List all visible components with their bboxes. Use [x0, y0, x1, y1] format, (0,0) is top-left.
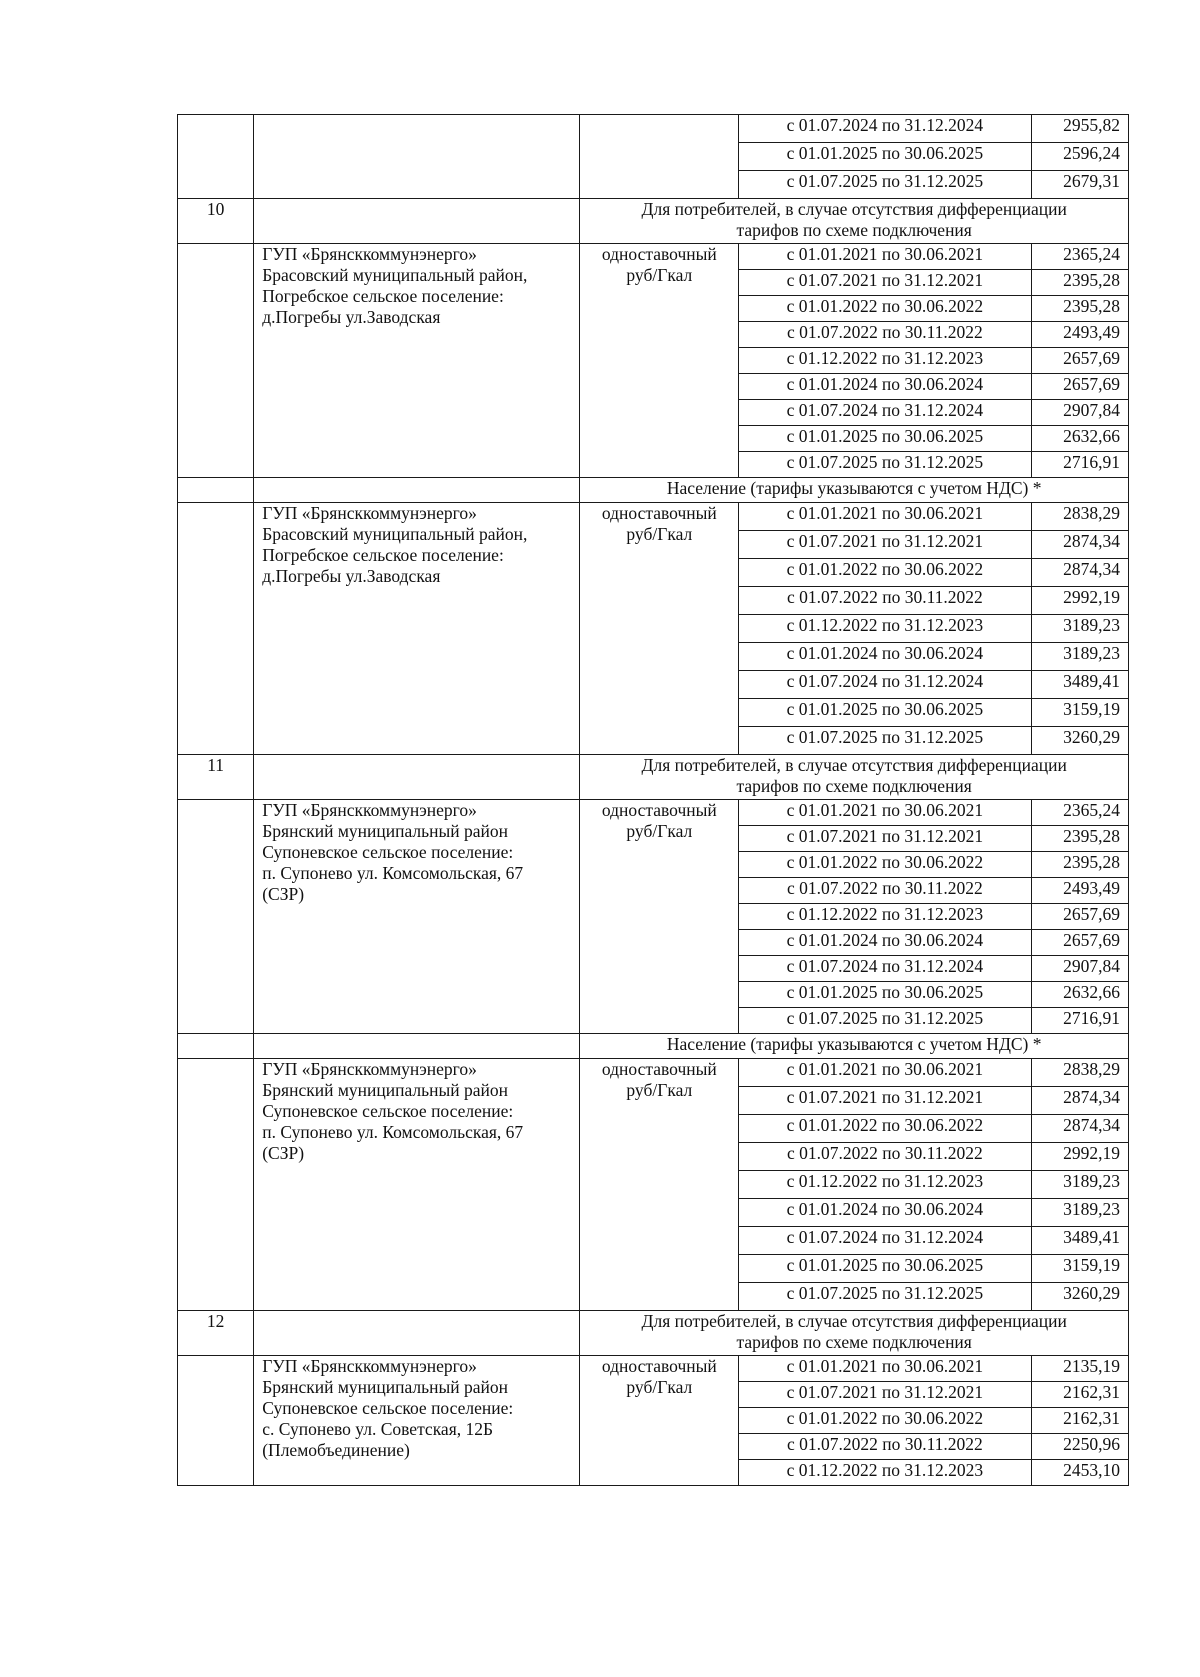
section-header-row	[178, 755, 1129, 800]
section-header: Для потребителей, в случае отсутствия дифференциации тарифов по схеме подключения	[580, 755, 1129, 800]
tariff-value-cell: 2657,69	[1031, 930, 1128, 956]
header-empty-cell	[254, 478, 580, 503]
section-number: 11	[178, 755, 254, 800]
section-header: Население (тарифы указываются с учетом НДС) *	[580, 478, 1129, 503]
row-number-cell	[178, 503, 254, 755]
tariff-value-cell: 3189,23	[1031, 1199, 1128, 1227]
period-cell: с 01.07.2021 по 31.12.2021	[739, 1382, 1031, 1408]
table-row	[178, 244, 1129, 270]
tariff-value-cell: 2679,31	[1031, 171, 1128, 199]
period-cell: с 01.12.2022 по 31.12.2023	[739, 1171, 1031, 1199]
tariff-value-cell: 2632,66	[1031, 982, 1128, 1008]
tariff-value-cell: 2716,91	[1031, 452, 1128, 478]
tariff-value-cell: 2365,24	[1031, 244, 1128, 270]
section-header: Население (тарифы указываются с учетом НДС) *	[580, 1034, 1129, 1059]
table-row	[178, 503, 1129, 531]
header-empty-cell	[254, 1311, 580, 1356]
period-cell: с 01.01.2022 по 30.06.2022	[739, 1115, 1031, 1143]
row-number-cell	[178, 800, 254, 1034]
period-cell: с 01.07.2025 по 31.12.2025	[739, 171, 1031, 199]
tariff-type-cell: одноставочный руб/Гкал	[580, 244, 739, 478]
row-number-cell	[178, 115, 254, 199]
period-cell: с 01.12.2022 по 31.12.2023	[739, 1460, 1031, 1486]
tariff-value-cell: 2992,19	[1031, 1143, 1128, 1171]
tariff-value-cell: 2162,31	[1031, 1408, 1128, 1434]
tariff-value-cell: 2395,28	[1031, 296, 1128, 322]
organization-cell: ГУП «Брянсккоммунэнерго» Брянский муниципальный район Супоневское сельское поселение: п. Супонево ул. Комсомольская, 67 (СЗР)	[254, 800, 580, 1034]
period-cell: с 01.01.2022 по 30.06.2022	[739, 559, 1031, 587]
row-number-cell	[178, 1356, 254, 1486]
tariff-value-cell: 3159,19	[1031, 699, 1128, 727]
period-cell: с 01.07.2024 по 31.12.2024	[739, 671, 1031, 699]
tariff-value-cell: 2596,24	[1031, 143, 1128, 171]
organization-cell	[254, 115, 580, 199]
section-header-row	[178, 1311, 1129, 1356]
tariff-value-cell: 2874,34	[1031, 1115, 1128, 1143]
tariff-value-cell: 2162,31	[1031, 1382, 1128, 1408]
table-row	[178, 1356, 1129, 1382]
period-cell: с 01.12.2022 по 31.12.2023	[739, 904, 1031, 930]
tariff-value-cell: 2657,69	[1031, 374, 1128, 400]
period-cell: с 01.01.2025 по 30.06.2025	[739, 699, 1031, 727]
tariff-value-cell: 3489,41	[1031, 671, 1128, 699]
period-cell: с 01.07.2021 по 31.12.2021	[739, 826, 1031, 852]
tariff-value-cell: 3189,23	[1031, 1171, 1128, 1199]
section-number	[178, 478, 254, 503]
period-cell: с 01.07.2022 по 30.11.2022	[739, 587, 1031, 615]
section-number	[178, 1034, 254, 1059]
period-cell: с 01.07.2022 по 30.11.2022	[739, 322, 1031, 348]
period-cell: с 01.07.2024 по 31.12.2024	[739, 956, 1031, 982]
row-number-cell	[178, 244, 254, 478]
tariff-type-cell: одноставочный руб/Гкал	[580, 1059, 739, 1311]
period-cell: с 01.01.2025 по 30.06.2025	[739, 982, 1031, 1008]
tariff-value-cell: 2907,84	[1031, 956, 1128, 982]
tariff-value-cell: 2874,34	[1031, 1087, 1128, 1115]
section-header-row	[178, 199, 1129, 244]
period-cell: с 01.01.2025 по 30.06.2025	[739, 426, 1031, 452]
tariff-value-cell: 3489,41	[1031, 1227, 1128, 1255]
header-empty-cell	[254, 755, 580, 800]
tariff-value-cell: 2838,29	[1031, 503, 1128, 531]
tariff-value-cell: 2250,96	[1031, 1434, 1128, 1460]
tariff-value-cell: 2395,28	[1031, 852, 1128, 878]
section-number: 12	[178, 1311, 254, 1356]
period-cell: с 01.01.2025 по 30.06.2025	[739, 1255, 1031, 1283]
tariff-value-cell: 2838,29	[1031, 1059, 1128, 1087]
period-cell: с 01.01.2021 по 30.06.2021	[739, 800, 1031, 826]
period-cell: с 01.12.2022 по 31.12.2023	[739, 348, 1031, 374]
period-cell: с 01.01.2022 по 30.06.2022	[739, 1408, 1031, 1434]
tariff-value-cell: 2395,28	[1031, 270, 1128, 296]
tariff-type-cell: одноставочный руб/Гкал	[580, 800, 739, 1034]
period-cell: с 01.01.2025 по 30.06.2025	[739, 143, 1031, 171]
tariff-value-cell: 2632,66	[1031, 426, 1128, 452]
period-cell: с 01.01.2021 по 30.06.2021	[739, 1059, 1031, 1087]
period-cell: с 01.07.2025 по 31.12.2025	[739, 1283, 1031, 1311]
table-row	[178, 1059, 1129, 1087]
tariff-value-cell: 3159,19	[1031, 1255, 1128, 1283]
tariff-value-cell: 2874,34	[1031, 531, 1128, 559]
tariff-value-cell: 2135,19	[1031, 1356, 1128, 1382]
tariff-value-cell: 3260,29	[1031, 1283, 1128, 1311]
period-cell: с 01.12.2022 по 31.12.2023	[739, 615, 1031, 643]
period-cell: с 01.01.2022 по 30.06.2022	[739, 852, 1031, 878]
period-cell: с 01.07.2025 по 31.12.2025	[739, 727, 1031, 755]
organization-cell: ГУП «Брянсккоммунэнерго» Брасовский муниципальный район, Погребское сельское поселение: д.Погребы ул.Заводская	[254, 503, 580, 755]
tariff-value-cell: 2395,28	[1031, 826, 1128, 852]
organization-cell: ГУП «Брянсккоммунэнерго» Брянский муниципальный район Супоневское сельское поселение: с. Супонево ул. Советская, 12Б (Племобъединение)	[254, 1356, 580, 1486]
period-cell: с 01.01.2024 по 30.06.2024	[739, 930, 1031, 956]
tariff-value-cell: 3189,23	[1031, 643, 1128, 671]
period-cell: с 01.01.2022 по 30.06.2022	[739, 296, 1031, 322]
tariff-value-cell: 2955,82	[1031, 115, 1128, 143]
period-cell: с 01.07.2021 по 31.12.2021	[739, 270, 1031, 296]
tariff-value-cell: 3260,29	[1031, 727, 1128, 755]
organization-cell: ГУП «Брянсккоммунэнерго» Брянский муниципальный район Супоневское сельское поселение: п. Супонево ул. Комсомольская, 67 (СЗР)	[254, 1059, 580, 1311]
period-cell: с 01.07.2024 по 31.12.2024	[739, 115, 1031, 143]
period-cell: с 01.01.2021 по 30.06.2021	[739, 1356, 1031, 1382]
tariff-value-cell: 2874,34	[1031, 559, 1128, 587]
tariff-value-cell: 2992,19	[1031, 587, 1128, 615]
tariff-value-cell: 3189,23	[1031, 615, 1128, 643]
period-cell: с 01.07.2021 по 31.12.2021	[739, 531, 1031, 559]
section-number: 10	[178, 199, 254, 244]
tariff-table	[177, 114, 1129, 1486]
period-cell: с 01.07.2025 по 31.12.2025	[739, 452, 1031, 478]
tariff-value-cell: 2716,91	[1031, 1008, 1128, 1034]
table-row	[178, 800, 1129, 826]
header-empty-cell	[254, 199, 580, 244]
header-empty-cell	[254, 1034, 580, 1059]
period-cell: с 01.07.2024 по 31.12.2024	[739, 1227, 1031, 1255]
period-cell: с 01.01.2024 по 30.06.2024	[739, 643, 1031, 671]
tariff-type-cell: одноставочный руб/Гкал	[580, 1356, 739, 1486]
tariff-value-cell: 2365,24	[1031, 800, 1128, 826]
period-cell: с 01.07.2021 по 31.12.2021	[739, 1087, 1031, 1115]
period-cell: с 01.01.2021 по 30.06.2021	[739, 244, 1031, 270]
tariff-value-cell: 2493,49	[1031, 322, 1128, 348]
period-cell: с 01.07.2024 по 31.12.2024	[739, 400, 1031, 426]
section-header: Для потребителей, в случае отсутствия дифференциации тарифов по схеме подключения	[580, 1311, 1129, 1356]
tariff-value-cell: 2453,10	[1031, 1460, 1128, 1486]
period-cell: с 01.01.2024 по 30.06.2024	[739, 374, 1031, 400]
tariff-type-cell	[580, 115, 739, 199]
period-cell: с 01.01.2024 по 30.06.2024	[739, 1199, 1031, 1227]
section-header: Для потребителей, в случае отсутствия дифференциации тарифов по схеме подключения	[580, 199, 1129, 244]
tariff-value-cell: 2657,69	[1031, 904, 1128, 930]
section-header-row	[178, 478, 1129, 503]
period-cell: с 01.07.2025 по 31.12.2025	[739, 1008, 1031, 1034]
period-cell: с 01.07.2022 по 30.11.2022	[739, 1434, 1031, 1460]
table-row	[178, 115, 1129, 143]
organization-cell: ГУП «Брянсккоммунэнерго» Брасовский муниципальный район, Погребское сельское поселение: д.Погребы ул.Заводская	[254, 244, 580, 478]
tariff-value-cell: 2493,49	[1031, 878, 1128, 904]
period-cell: с 01.07.2022 по 30.11.2022	[739, 878, 1031, 904]
period-cell: с 01.07.2022 по 30.11.2022	[739, 1143, 1031, 1171]
period-cell: с 01.01.2021 по 30.06.2021	[739, 503, 1031, 531]
row-number-cell	[178, 1059, 254, 1311]
tariff-value-cell: 2657,69	[1031, 348, 1128, 374]
section-header-row	[178, 1034, 1129, 1059]
tariff-value-cell: 2907,84	[1031, 400, 1128, 426]
tariff-type-cell: одноставочный руб/Гкал	[580, 503, 739, 755]
